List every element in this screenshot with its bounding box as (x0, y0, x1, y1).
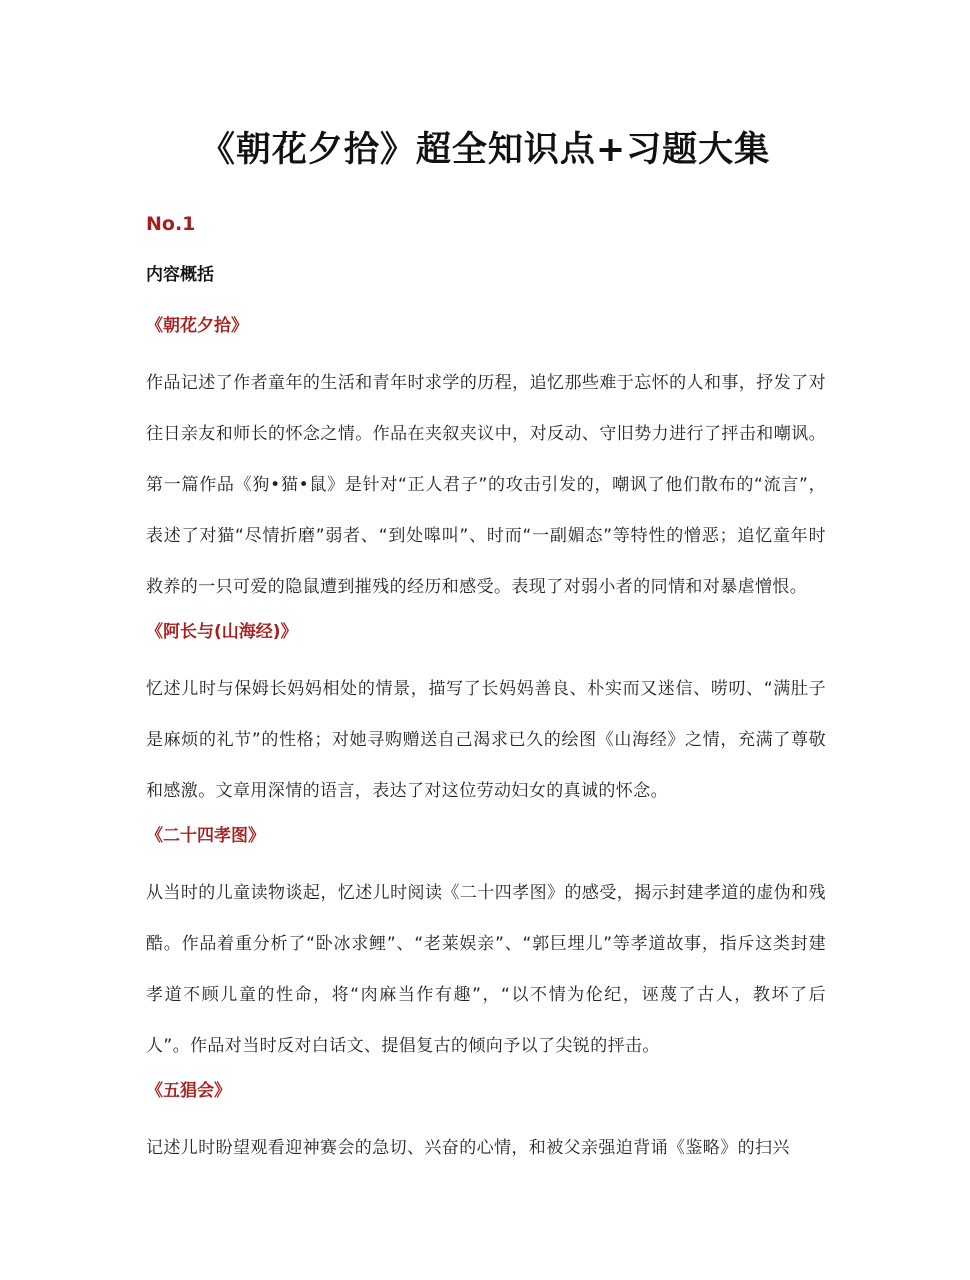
document-content (146, 205, 826, 1174)
essay-body: 记述儿时盼望观看迎神赛会的急切、兴奋的心情，和被父亲强迫背诵《鉴略》的扫兴 (146, 1138, 790, 1158)
essay-title: 《朝花夕拾》 (146, 316, 248, 336)
essay-body: 从当时的儿童读物谈起，忆述儿时阅读《二十四孝图》的感受，揭示封建孝道的虚伪和残酷。作品着重分析了“卧冰求鲤”、“老莱娱亲”、“郭巨埋儿”等孝道故事，指斥这类封建孝道不顾儿童的性命，将“肉麻当作有趣”，“以不情为伦纪，诬蔑了古人，教坏了后人”。作品对当时反对白话文、提倡复古的倾向予以了尖锐的抨击。 (146, 883, 826, 1056)
essay-body: 忆述儿时与保姆长妈妈相处的情景，描写了长妈妈善良、朴实而又迷信、唠叨、“满肚子是麻烦的礼节”的性格；对她寻购赠送自己渴求已久的绘图《山海经》之情，充满了尊敬和感激。文章用深情的语言，表达了对这位劳动妇女的真诚的怀念。 (146, 679, 826, 801)
essay-title: 《五猖会》 (146, 1081, 231, 1101)
section-number: No.1 (146, 213, 196, 235)
essay-title: 《二十四孝图》 (146, 826, 265, 846)
document-title: 《朝花夕拾》超全知识点+习题大集 (199, 130, 771, 170)
essay-block (146, 1072, 826, 1174)
essay-body: 作品记述了作者童年的生活和青年时求学的历程，追忆那些难于忘怀的人和事，抒发了对往日亲友和师长的怀念之情。作品在夹叙夹议中，对反动、守旧势力进行了抨击和嘲讽。第一篇作品《狗•猫•鼠》是针对“正人君子”的攻击引发的，嘲讽了他们散布的“流言”，表述了对猫“尽情折磨”弱者、“到处嗥叫”、时而“一副媚态”等特性的憎恶；追忆童年时救养的一只可爱的隐鼠遭到摧残的经历和感受。表现了对弱小者的同情和对暴虐憎恨。 (146, 373, 826, 597)
essay-block (146, 817, 826, 1072)
essay-block (146, 613, 826, 817)
essay-block (146, 307, 826, 613)
section-heading: 内容概括 (146, 265, 214, 285)
essay-title: 《阿长与(山海经)》 (146, 622, 298, 642)
